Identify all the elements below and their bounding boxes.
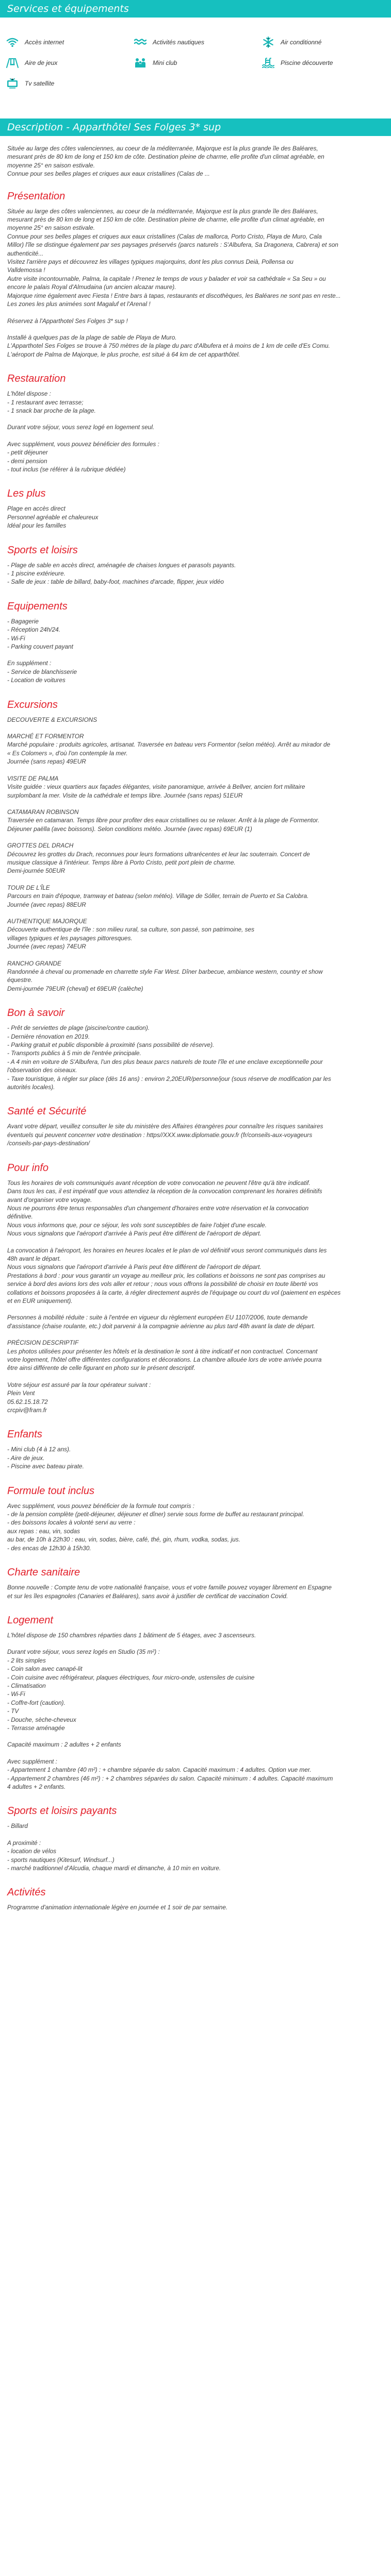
- section-paragraph: [7, 1381, 384, 1415]
- paragraph-line: - 1 snack bar proche de la plage.: [7, 406, 96, 414]
- service-piscine: Piscine découverte: [261, 57, 389, 69]
- paragraph-gap: [7, 1372, 384, 1381]
- paragraph-line: - sports nautiques (Kitesurf, Windsurf...): [7, 1856, 115, 1863]
- section-title: Activités: [7, 1887, 46, 1899]
- paragraph-line: DECOUVERTE & EXCURSIONS: [7, 716, 97, 723]
- section-paragraph: [7, 659, 384, 684]
- paragraph-line: Bonne nouvelle : Compte tenu de votre nationalité française, vous et votre famille pouvez voyager librement en Espagne: [7, 1584, 332, 1591]
- paragraph-gap: [7, 833, 384, 841]
- section-paragraph: [7, 917, 384, 951]
- paragraph-line: Installé à quelques pas de la plage de sable de Playa de Muro.: [7, 333, 177, 341]
- paragraph-line: - de la pension complète (petit-déjeuner, déjeuner et dîner) servie sous forme de buffet au restaurant principal.: [7, 1511, 304, 1518]
- paragraph-line: 48h avant le départ.: [7, 1255, 61, 1262]
- paragraph-line: Idéal pour les familles: [7, 522, 67, 530]
- paragraph-line: - Terrasse aménagée: [7, 1724, 65, 1732]
- paragraph-gap: [7, 1330, 384, 1338]
- intro-paragraph: [7, 144, 384, 178]
- paragraph-gap: [7, 1305, 384, 1313]
- section-paragraph: [7, 207, 384, 309]
- paragraph-line: Programme d'animation internationale légère en journée et 1 soir de par semaine.: [7, 1904, 228, 1911]
- paragraph-line: TOUR DE L'ÎLE: [7, 884, 50, 891]
- paragraph-line: votre logement, l'hôtel offre différentes configurations et décorations. La chambre allouée lors de votre arrivée pourra: [7, 1356, 322, 1363]
- paragraph-line: Marché populaire : produits agricoles, artisanat. Traversée en bateau vers Formentor (selon météo). Arrêt au mirador de: [7, 741, 331, 749]
- paragraph-line: - marché traditionnel d'Alcudia, chaque mardi et dimanche, à 10 min en voiture.: [7, 1865, 221, 1872]
- section-paragraph: [7, 1445, 384, 1470]
- section-title: Excursions: [7, 699, 58, 710]
- paragraph-line: Les zones les plus animées sont Magaluf et l'Arenal !: [7, 300, 151, 308]
- paragraph-line: Découvrez les grottes du Drach, reconnues pour leurs formations ultrarécentes et leur lac souterrain. Concert de: [7, 850, 310, 858]
- services-title: Services et équipements: [0, 0, 391, 18]
- description-content: [0, 136, 391, 1920]
- paragraph-line: Avec supplément :: [7, 1757, 57, 1765]
- paragraph-line: - location de vélos: [7, 1848, 57, 1855]
- section-paragraph: [7, 389, 384, 415]
- paragraph-gap: [7, 415, 384, 423]
- paragraph-gap: [7, 1831, 384, 1839]
- paragraph-line: Prestations à bord : pour vous garantir un voyage au meilleur prix, les collations et boissons ne sont pas comprises au: [7, 1272, 325, 1279]
- section-title: Santé et Sécurité: [7, 1106, 87, 1117]
- paragraph-line: Durant votre séjour, vous serez logé en logement seul.: [7, 423, 155, 431]
- section-paragraph: [7, 317, 384, 325]
- section-title: Equipements: [7, 600, 68, 612]
- section-paragraph: [7, 1338, 384, 1372]
- paragraph-line: d'assistance (chaise roulante, etc.) doit parvenir à la compagnie aérienne au plus tard 48h avant la date de départ.: [7, 1322, 316, 1330]
- paragraph-line: CATAMARAN ROBINSON: [7, 808, 79, 816]
- section-paragraph: [7, 504, 384, 530]
- paragraph-line: - petit déjeuner: [7, 449, 48, 456]
- paragraph-line: AUTHENTIQUE MAJORQUE: [7, 917, 87, 925]
- paragraph-line: et en EUR uniquement).: [7, 1297, 73, 1304]
- intro-line: Située au large des côtes valenciennes, au coeur de la méditerranée, Majorque est la plus grande île des Baléares,: [7, 145, 318, 152]
- paragraph-gap: [7, 1238, 384, 1246]
- paragraph-line: - Prêt de serviettes de plage (piscine/contre caution).: [7, 1024, 150, 1032]
- section-paragraph: [7, 884, 384, 909]
- service-nautique: Activités nautiques: [133, 37, 261, 48]
- paragraph-line: 4 adultes + 2 enfants.: [7, 1783, 66, 1790]
- paragraph-line: collations et boissons proposées à la carte, à régler directement auprès de l'équipage ou court du vol (paiement en espèces: [7, 1289, 341, 1296]
- paragraph-line: - 1 restaurant avec terrasse;: [7, 398, 84, 406]
- section-paragraph: [7, 440, 384, 474]
- paragraph-line: - Coin salon avec canapé-lit: [7, 1665, 83, 1673]
- paragraph-line: Parcours en train d'époque, tramway et bateau (selon météo). Village de Sóller, terrain de Puerto et Sa Calobra.: [7, 892, 309, 900]
- section-paragraph: [7, 959, 384, 993]
- paragraph-line: « Es Colomers », d'où l'on contemple la mer.: [7, 749, 128, 757]
- wifi-icon: [5, 37, 20, 48]
- section-title: Formule tout inclus: [7, 1485, 94, 1497]
- paragraph-line: En supplément :: [7, 659, 52, 667]
- paragraph-line: L'Apparthotel Ses Folges se trouve à 750 mètres de la plage du parc d'Albufera et à moins de 1 km de celle d'Es Comu.: [7, 342, 330, 350]
- section-paragraph: [7, 841, 384, 875]
- paragraph-line: Tous les horaires de vols communiqués avant réception de votre convocation ne peuvent l'être qu'à titre indicatif.: [7, 1179, 311, 1187]
- service-internet: Accès internet: [5, 37, 133, 48]
- tv-icon: [5, 78, 20, 89]
- paragraph-line: équestre.: [7, 976, 33, 984]
- paragraph-line: - Dernière rénovation en 2019.: [7, 1032, 90, 1040]
- paragraph-line: /conseils-par-pays-destination/: [7, 1140, 90, 1147]
- paragraph-line: - Transports publics à 5 min de l'entrée principale.: [7, 1049, 141, 1057]
- service-miniclub: Mini club: [133, 57, 261, 69]
- paragraph-line: villages typiques et les paysages pittoresques.: [7, 934, 133, 942]
- paragraph-line: éventuels qui peuvent concerner votre destination : https//XXX.www.diplomatie.gouv.fr (fr/conseils-aux-voyageurs: [7, 1131, 313, 1139]
- paragraph-line: Avec supplément, vous pouvez bénéficier des formules :: [7, 440, 159, 448]
- paragraph-line: Randonnée à cheval ou promenade en charrette style Far West. Dîner barbecue, ambiance western, country et show: [7, 968, 323, 975]
- paragraph-line: Personnes à mobilité réduite : suite à l'entrée en vigueur du règlement européen EU 1107/2006, toute demande: [7, 1314, 308, 1321]
- paragraph-gap: [7, 766, 384, 774]
- paragraph-line: - Aire de jeux.: [7, 1454, 45, 1462]
- paragraph-line: - Parking gratuit et public disponible à proximité (sans possibilité de réserve).: [7, 1041, 215, 1049]
- section-paragraph: [7, 333, 384, 359]
- section-title: Sports et loisirs payants: [7, 1805, 117, 1817]
- paragraph-gap: [7, 800, 384, 808]
- paragraph-line: Réservez à l'Apparthotel Ses Folges 3* sup !: [7, 317, 128, 325]
- paragraph-line: Valldemossa !: [7, 266, 45, 274]
- paragraph-gap: [7, 325, 384, 333]
- services-grid: [0, 18, 391, 104]
- paragraph-line: service à bord des avions lors des vols aller et retour ; nous vous offrons la possibilité de choisir en toute liberté vos: [7, 1280, 318, 1288]
- paragraph-gap: [7, 309, 384, 317]
- paragraph-line: Capacité maximum : 2 adultes + 2 enfants: [7, 1741, 121, 1749]
- paragraph-line: encore le palais Royal d'Almudaina (un ancien alcazar maure).: [7, 283, 176, 291]
- paragraph-gap: [7, 1732, 384, 1740]
- paragraph-line: 05.62.15.18.72: [7, 1398, 48, 1405]
- section-paragraph: [7, 1903, 384, 1911]
- paragraph-line: Plage en accès direct: [7, 505, 66, 513]
- paragraph-line: - Piscine avec bateau pirate.: [7, 1463, 84, 1470]
- paragraph-line: Visite guidée : vieux quartiers aux façades élégantes, visite panoramique, arrivée à Bellver, ancien fort militaire: [7, 783, 305, 791]
- paragraph-gap: [7, 651, 384, 659]
- paragraph-line: MARCHÉ ET FORMENTOR: [7, 733, 84, 740]
- paragraph-line: A proximité :: [7, 1839, 41, 1846]
- section-paragraph: [7, 1631, 384, 1639]
- paragraph-line: Avec supplément, vous pouvez bénéficier de la formule tout compris :: [7, 1502, 195, 1510]
- paragraph-line: Durant votre séjour, vous serez logés en Studio (35 m²) :: [7, 1648, 160, 1656]
- paragraph-line: - 2 lits simples: [7, 1656, 46, 1664]
- paragraph-line: - demi pension: [7, 457, 47, 465]
- section-paragraph: [7, 1822, 384, 1830]
- paragraph-line: être ainsi différente de celle figurant en photo sur le présent descriptif.: [7, 1364, 196, 1372]
- paragraph-line: Journée (avec repas) 88EUR: [7, 901, 86, 908]
- paragraph-gap: [7, 951, 384, 959]
- paragraph-line: moyenne 25° en saison estivale.: [7, 224, 95, 232]
- snowflake-icon: [261, 37, 275, 48]
- section-paragraph: [7, 808, 384, 833]
- paragraph-line: L'hôtel dispose :: [7, 390, 51, 398]
- paragraph-line: Visitez l'arrière pays et découvrez les villages typiques majorquins, dont les plus connus Deià, Pollensa ou: [7, 258, 294, 266]
- section-title: Enfants: [7, 1429, 42, 1440]
- service-tv: Tv satellite: [5, 78, 133, 89]
- section-paragraph: [7, 1122, 384, 1147]
- pool-icon: [261, 57, 275, 69]
- section-title: Sports et loisirs: [7, 544, 78, 556]
- paragraph-line: Votre séjour est assuré par la tour opérateur suivant :: [7, 1381, 151, 1388]
- paragraph-line: - Réception 24h/24.: [7, 626, 60, 634]
- paragraph-line: musique classique à l'intérieur. Temps libre à Porto Cristo, petit port plein de charme.: [7, 858, 236, 866]
- paragraph-line: avant d'organiser votre voyage.: [7, 1196, 92, 1204]
- description-title: Description - Apparthôtel Ses Folges 3* sup: [0, 118, 391, 136]
- paragraph-line: Avant votre départ, veuillez consulter le site du ministère des Affaires étrangères pour connaître les risques sanitaires: [7, 1123, 323, 1130]
- paragraph-line: - tout inclus (se référer à la rubrique dédiée): [7, 465, 126, 473]
- paragraph-line: Nous vous signalons que l'aéroport d'arrivée à Paris peut être différent de l'aéroport de départ.: [7, 1263, 262, 1271]
- paragraph-line: - Climatisation: [7, 1682, 46, 1689]
- paragraph-line: - A 4 min en voiture de S'Albufera, l'un des plus beaux parcs naturels de toute l'île et une enclave exceptionnelle pour: [7, 1058, 323, 1065]
- paragraph-line: - Location de voitures: [7, 676, 66, 684]
- paragraph-line: - Wi-Fi: [7, 1690, 25, 1698]
- paragraph-line: - Salle de jeux : table de billard, baby-foot, machines d'arcade, flipper, jeux vidéo: [7, 578, 224, 586]
- paragraph-line: - Wi-Fi: [7, 634, 25, 642]
- paragraph-line: Nous ne pourrons être tenus responsables d'un changement d'horaires entre votre réservation et la convocation: [7, 1204, 309, 1212]
- section-title: Pour info: [7, 1162, 49, 1174]
- paragraph-line: - des boissons locales à volonté servi au verre :: [7, 1519, 136, 1527]
- paragraph-line: Connue pour ses belles plages et criques aux eaux cristallines (Calas de mallorca, Porto Cristo, Playa de Muro, Cala: [7, 232, 322, 240]
- section-title: Restauration: [7, 373, 66, 385]
- paragraph-line: - Appartement 2 chambres (46 m²) : + 2 chambres séparées du salon. Capacité minimum : 4 adultes. Capacité maximum: [7, 1774, 333, 1782]
- section-title: Bon à savoir: [7, 1007, 65, 1019]
- section-title: Logement: [7, 1614, 53, 1626]
- paragraph-line: La convocation à l'aéroport, les horaires en heures locales et le plan de vol définitif vous seront communiqués dans les: [7, 1246, 327, 1254]
- section-paragraph: [7, 732, 384, 766]
- paragraph-line: GROTTES DEL DRACH: [7, 842, 74, 850]
- paragraph-line: Nous vous informons que, pour ce séjour, les vols sont susceptibles de faire l'objet d'une escale.: [7, 1221, 267, 1229]
- paragraph-line: L'hôtel dispose de 150 chambres réparties dans 1 bâtiment de 5 étages, avec 3 ascenseurs.: [7, 1631, 256, 1639]
- section-title: Charte sanitaire: [7, 1567, 80, 1579]
- section-paragraph: [7, 423, 384, 431]
- section-paragraph: [7, 1583, 384, 1600]
- paragraph-line: Les photos utilisées pour présenter les hôtels et la destination le sont à titre indicatif et non contractuel. Concernant: [7, 1347, 318, 1355]
- paragraph-line: VISITE DE PALMA: [7, 774, 59, 782]
- description-sections: [7, 190, 384, 1912]
- paragraph-line: Autre visite incontournable, Palma, la capitale ! Prenez le temps de vous y balader et voir sa cathédrale « Sa Seu » ou: [7, 275, 326, 282]
- paragraph-line: Journée (avec repas) 74EUR: [7, 943, 86, 951]
- paragraph-line: Majorque rime également avec Fiesta ! Entre bars à tapas, restaurants et discothèques, les Baléares ne sont pas en reste...: [7, 292, 341, 299]
- paragraph-gap: [7, 875, 384, 884]
- section-paragraph: [7, 716, 384, 724]
- paragraph-line: - Parking couvert payant: [7, 643, 73, 651]
- intro-line: moyenne 25° en saison estivale.: [7, 161, 95, 169]
- paragraph-line: - Coin cuisine avec réfrigérateur, plaques électriques, four micro-onde, ustensiles de cuisine: [7, 1673, 255, 1681]
- section-paragraph: [7, 1740, 384, 1749]
- paragraph-gap: [7, 432, 384, 440]
- paragraph-line: - TV: [7, 1707, 19, 1715]
- paragraph-line: aux repas : eau, vin, sodas: [7, 1527, 80, 1535]
- paragraph-line: authenticité...: [7, 249, 44, 257]
- section-paragraph: [7, 561, 384, 586]
- paragraph-line: - Mini club (4 à 12 ans).: [7, 1446, 71, 1453]
- section-paragraph: [7, 1024, 384, 1091]
- paragraph-gap: [7, 1639, 384, 1648]
- section-paragraph: [7, 1648, 384, 1732]
- paragraph-line: - Taxe touristique, à régler sur place (dès 16 ans) : environ 2,20EUR/personne/jour (sous réserve de modification par les: [7, 1075, 331, 1082]
- paragraph-gap: [7, 1749, 384, 1757]
- paragraph-line: mesurant près de 80 km de long et 150 km de côte. Destination pleine de charme, elle profite d'un climat agréable, en: [7, 216, 324, 224]
- paragraph-line: Déjeuner paëlla (avec boissons). Selon conditions météo. Journée (avec repas) 69EUR (1): [7, 825, 252, 833]
- paragraph-line: - Billard: [7, 1822, 28, 1830]
- section-paragraph: [7, 1757, 384, 1791]
- paragraph-line: Plein Vent: [7, 1389, 35, 1397]
- section-paragraph: [7, 1246, 384, 1306]
- paragraph-line: RANCHO GRANDE: [7, 959, 61, 967]
- section-title: Les plus: [7, 488, 46, 500]
- paragraph-line: Personnel agréable et chaleureux: [7, 513, 99, 521]
- paragraph-line: - Plage de sable en accès direct, aménagée de chaises longues et parasols payants.: [7, 561, 236, 569]
- paragraph-line: Traversée en catamaran. Temps libre pour profiter des eaux cristallines ou se relaxer. Arrêt à la plage de Formentor.: [7, 817, 320, 824]
- paragraph-line: - Coffre-fort (caution).: [7, 1699, 66, 1706]
- paragraph-line: au bar, de 10h à 22h30 : eau, vin, sodas, bière, café, thé, gin, rhum, vodka, sodas, jus.: [7, 1536, 240, 1544]
- paragraph-line: PRÉCISION DESCRIPTIF: [7, 1339, 79, 1347]
- paragraph-line: surplombant la mer. Visite de la cathédrale et temps libre. Journée (sans repas) 51EUR: [7, 791, 243, 799]
- paragraph-line: Journée (sans repas) 49EUR: [7, 758, 86, 766]
- section-paragraph: [7, 1839, 384, 1873]
- paragraph-line: et sur les îles espagnoles (Canaries et Baléares), sans avoir à justifier de certificat de vaccination Covid.: [7, 1592, 288, 1600]
- intro-line: Connue pour ses belles plages et criques aux eaux cristallines (Calas de ...: [7, 170, 210, 178]
- paragraph-gap: [7, 909, 384, 917]
- paragraph-line: - Appartement 1 chambre (40 m²) : + chambre séparée du salon. Capacité maximum : 4 adultes. Option vue mer.: [7, 1766, 312, 1774]
- paragraph-line: Dans tous les cas, il est impératif que vous attendiez la réception de la convocation comprenant les horaires définitifs: [7, 1188, 322, 1195]
- paragraph-line: Demi-journée 50EUR: [7, 867, 66, 875]
- paragraph-line: Découverte authentique de l'île : son milieu rural, sa culture, son passé, son patrimoine, ses: [7, 926, 254, 934]
- paragraph-line: - Douche, sèche-cheveux: [7, 1716, 76, 1723]
- paragraph-line: l'observation des oiseaux.: [7, 1066, 77, 1074]
- family-icon: [133, 57, 148, 69]
- paragraph-line: crcpiv@fram.fr: [7, 1406, 47, 1414]
- paragraph-line: - Bagagerie: [7, 617, 39, 625]
- section-paragraph: [7, 1313, 384, 1330]
- intro-line: mesurant près de 80 km de long et 150 km de côte. Destination pleine de charme, elle profite d'un climat agréable, en: [7, 153, 324, 161]
- paragraph-line: Demi-journée 79EUR (cheval) et 69EUR (calèche): [7, 985, 143, 992]
- section-paragraph: [7, 1502, 384, 1552]
- section-paragraph: [7, 617, 384, 651]
- paragraph-line: Millor) l'île se distingue également par ses paysages préservés (parcs naturels : S'Albufera, Sa Dragonera, Cabrera) et son: [7, 241, 338, 249]
- water-waves-icon: [133, 37, 148, 48]
- paragraph-line: - 1 piscine extérieure.: [7, 570, 66, 577]
- paragraph-line: - des encas de 12h30 à 15h30.: [7, 1544, 91, 1552]
- swing-icon: [5, 57, 20, 69]
- service-jeux: Aire de jeux: [5, 57, 133, 69]
- paragraph-line: - Service de blanchisserie: [7, 668, 77, 675]
- service-clim: Air conditionné: [261, 37, 389, 48]
- paragraph-line: Nous vous signalons que l'aéroport d'arrivée à Paris peut être différent de l'aéroport de départ.: [7, 1230, 262, 1238]
- section-paragraph: [7, 1179, 384, 1238]
- section-title: Présentation: [7, 190, 66, 202]
- paragraph-line: autorités locales).: [7, 1083, 55, 1091]
- section-paragraph: [7, 774, 384, 800]
- paragraph-line: Située au large des côtes valenciennes, au coeur de la méditerranée, Majorque est la plus grande île des Baléares,: [7, 207, 318, 215]
- paragraph-line: L'aéroport de Palma de Majorque, le plus proche, est situé à 64 km de cet apparthôtel.: [7, 350, 240, 358]
- paragraph-line: définitive.: [7, 1213, 33, 1221]
- paragraph-gap: [7, 724, 384, 732]
